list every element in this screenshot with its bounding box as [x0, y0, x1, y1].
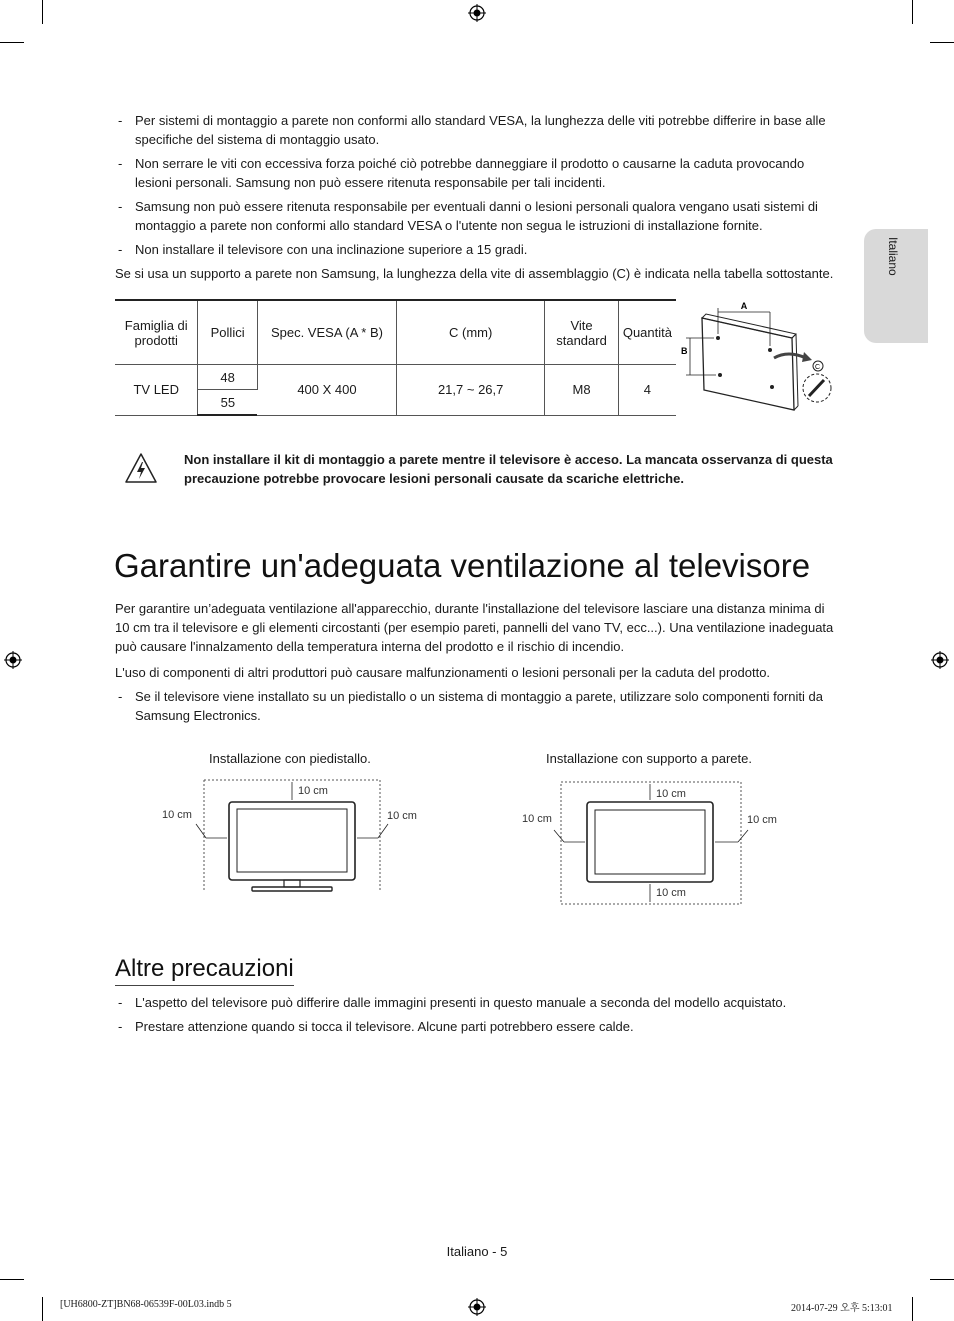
crop-mark [912, 0, 913, 24]
list-item: - Non installare il televisore con una inclinazione superiore a 15 gradi. [118, 242, 528, 257]
distance-label-top: 10 cm [656, 788, 686, 800]
cell-family: TV LED [115, 365, 198, 416]
cell-inches: 48 [198, 365, 257, 390]
list-item: - Prestare attenzione quando si tocca il televisore. Alcune parti potrebbero essere calde. [118, 1019, 634, 1034]
distance-label-bottom: 10 cm [656, 887, 686, 899]
electric-shock-warning-icon [124, 452, 158, 484]
ventilation-paragraph: Per garantire un’adeguata ventilazione all'apparecchio, durante l'installazione del televisore lasciare una distanza minima di 10 cm tra il televisore e gli elementi circostanti (per esempio pareti, pannelli del vano TV, ecc...). Una ventilazione inadeguata può causare l'innalzamento della temperatura interna del prodotto e il rischio di incendio. [115, 601, 834, 654]
crop-mark [930, 1279, 954, 1280]
warning-text: Non installare il kit di montaggio a parete mentre il televisore è acceso. La mancata osservanza di questa precauzione potrebbe provocare lesioni personali causate da scariche elettriche. [184, 452, 833, 486]
distance-label-left: 10 cm [522, 813, 552, 825]
header-inches: Pollici [198, 300, 257, 365]
crop-mark [42, 1297, 43, 1321]
stand-figure-title: Installazione con piedistallo. [209, 751, 371, 766]
registration-mark-icon [4, 651, 22, 669]
registration-mark-icon [468, 1298, 486, 1316]
list-item: - Samsung non può essere ritenuta responsabile per eventuali danni o lesioni personali qualora vengano usati sistemi di montaggio a parete non conformi allo standard VESA o l'utente non segua le istruzioni di installazione fornite. [118, 199, 818, 233]
imprint-left: [UH6800-ZT]BN68-06539F-00L03.indb 5 [60, 1299, 232, 1310]
crop-mark [42, 0, 43, 24]
top-bullet-list [115, 111, 835, 264]
list-item: - Non serrare le viti con eccessiva forza poiché ciò potrebbe danneggiare il prodotto o causarne la caduta provocando lesioni personali. Samsung non può essere ritenuta responsabile per tali incidenti. [118, 156, 805, 190]
distance-label-right: 10 cm [387, 810, 417, 822]
header-vesa: Spec. VESA (A * B) [257, 300, 396, 365]
cell-inches: 55 [198, 390, 257, 416]
cell-screw: M8 [545, 365, 619, 416]
section-title-ventilation: Garantire un'adeguata ventilazione al televisore [114, 547, 811, 584]
stand-installation-figure [158, 776, 428, 894]
table-header-row [115, 300, 676, 365]
distance-label-left: 10 cm [162, 809, 192, 821]
table-intro: Se si usa un supporto a parete non Samsung, la lunghezza della vite di assemblaggio (C) è indicata nella tabella sottostante. [115, 266, 834, 281]
imprint-right: 2014-07-29 오후 5:13:01 [791, 1303, 893, 1314]
diagram-label-c: C [815, 364, 821, 371]
diagram-label-a: A [740, 301, 748, 311]
wall-installation-figure [518, 778, 788, 908]
cell-c: 21,7 ~ 26,7 [397, 365, 545, 416]
ventilation-bullet-list [115, 687, 835, 730]
list-item: - L'aspetto del televisore può differire dalle immagini presenti in questo manuale a seconda del modello acquistato. [118, 995, 787, 1010]
precautions-bullet-list [115, 993, 835, 1041]
registration-mark-icon [468, 4, 486, 22]
cell-qty: 4 [618, 365, 676, 416]
diagram-label-b: B [681, 346, 688, 356]
page-number: Italiano - 5 [446, 1244, 508, 1259]
ventilation-paragraph: L'uso di componenti di altri produttori può causare malfunzionamenti o lesioni personali per la caduta del prodotto. [115, 665, 771, 680]
wall-mount-diagram [678, 298, 838, 413]
registration-mark-icon [931, 651, 949, 669]
table-row [115, 365, 676, 390]
list-item: - Per sistemi di montaggio a parete non conformi allo standard VESA, la lunghezza delle viti potrebbe differire in base alle specifiche del sistema di montaggio usato. [118, 113, 826, 147]
wall-figure-title: Installazione con supporto a parete. [546, 751, 752, 766]
side-tab-label: Italiano [886, 237, 900, 276]
language-side-tab [864, 229, 928, 343]
header-qty: Quantità [618, 300, 676, 365]
crop-mark [930, 42, 954, 43]
list-item: - Se il televisore viene installato su un piedistallo o un sistema di montaggio a parete, utilizzare solo componenti forniti da Samsung Electronics. [118, 689, 823, 723]
section-title-other-precautions: Altre precauzioni [115, 953, 294, 985]
header-screw: Vite standard [545, 300, 619, 365]
screw-spec-table [115, 299, 676, 416]
crop-mark [0, 42, 24, 43]
cell-vesa: 400 X 400 [257, 365, 396, 416]
crop-mark [912, 1297, 913, 1321]
header-family: Famiglia di prodotti [115, 300, 198, 365]
title-underline [115, 985, 294, 986]
header-c: C (mm) [397, 300, 545, 365]
distance-label-top: 10 cm [298, 785, 328, 797]
distance-label-right: 10 cm [747, 814, 777, 826]
crop-mark [0, 1279, 24, 1280]
